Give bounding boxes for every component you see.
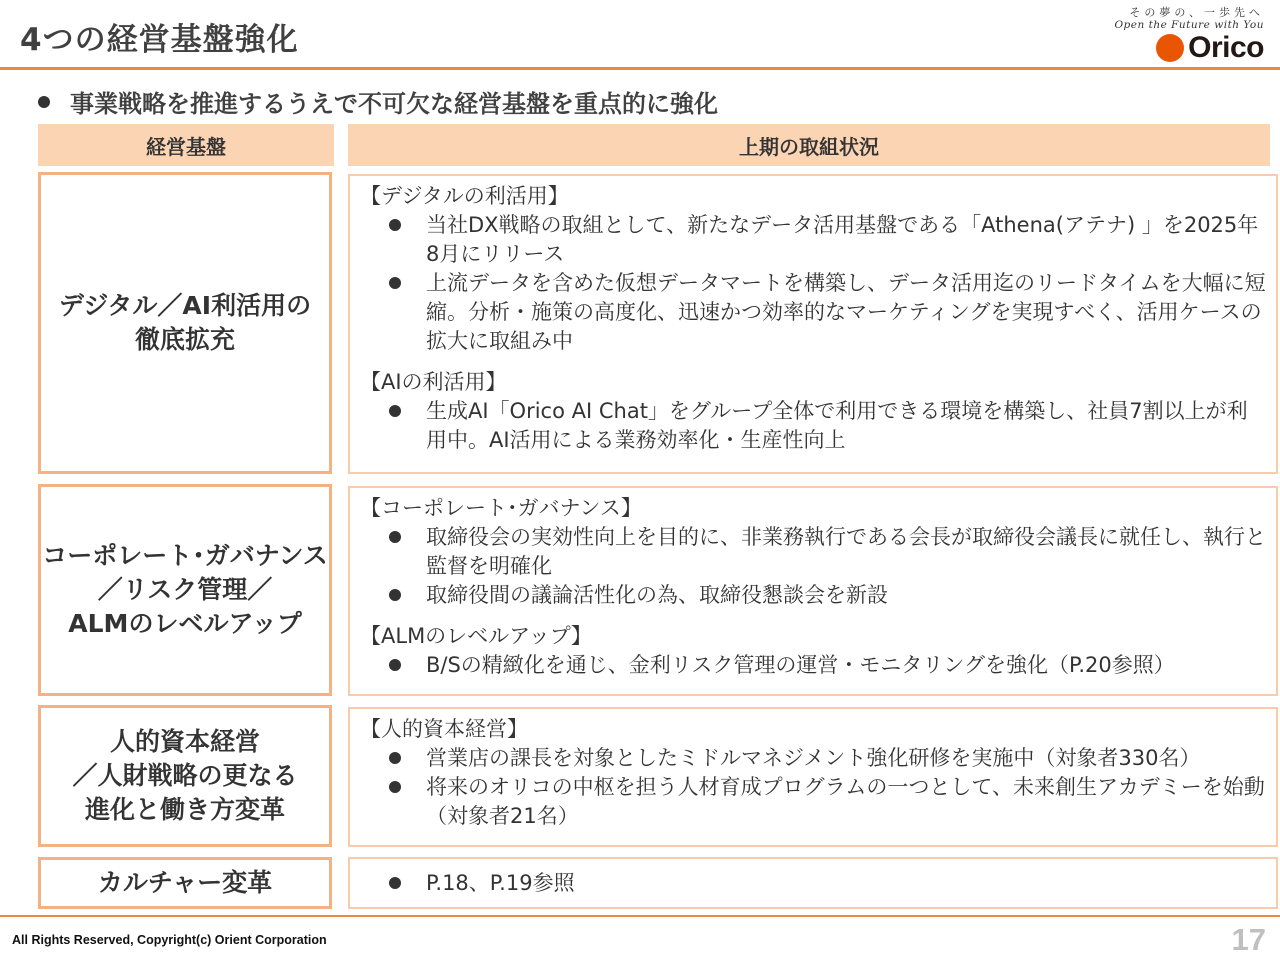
brand-block (1064, 2, 1264, 66)
section-title: 【ALMのレベルアップ】 (360, 624, 592, 648)
label-line: カルチャー変革 (97, 868, 273, 897)
section-title: 【デジタルの利活用】 (360, 184, 569, 208)
logo-text: Orico (1188, 31, 1264, 64)
list-item: 上流データを含めた仮想データマートを構築し、データ活用迄のリードタイムを大幅に短縮。分析・施策の高度化、迅速かつ効率的なマーケティングを実現すべく、活用ケースの拡大に取組み中 (426, 269, 1266, 356)
list-item: P.18、P.19参照 (426, 869, 1266, 898)
section-title: 【人的資本経営】 (360, 717, 528, 741)
page-title: 4つの経営基盤強化 (20, 22, 299, 58)
label-line: 進化と働き方変革 (84, 795, 285, 824)
bullet-list (360, 869, 1266, 898)
bullet-list (360, 523, 1266, 610)
header-divider (0, 67, 1280, 70)
foundation-label-digital-ai (38, 172, 332, 474)
list-item: 取締役間の議論活性化の為、取締役懇談会を新設 (426, 581, 1266, 610)
list-item: 生成AI「Orico AI Chat」をグループ全体で利用できる環境を構築し、社員7割以上が利用中。AI活用による業務効率化・生産性向上 (426, 397, 1266, 455)
foundation-label-governance (38, 484, 332, 696)
foundation-label-human-capital (38, 705, 332, 847)
bullet-icon (38, 96, 50, 108)
label-line: 徹底拡充 (134, 325, 235, 354)
bullet-list (360, 397, 1266, 455)
label-line: ALMのレベルアップ (68, 609, 302, 638)
footer-divider (0, 915, 1280, 917)
column-header-foundation: 経営基盤 (38, 124, 334, 166)
list-item: B/Sの精緻化を通じ、金利リスク管理の運営・モニタリングを強化（P.20参照） (426, 651, 1266, 680)
label-line: 人的資本経営 (109, 727, 260, 756)
status-box-culture (348, 857, 1278, 909)
label-line: ／リスク管理／ (97, 575, 273, 604)
label-line: デジタル／AI利活用の (58, 291, 312, 320)
logo-circle-icon (1156, 34, 1184, 62)
page-number: 17 (1231, 922, 1266, 957)
tagline-ja: その夢の、一歩先へ (1129, 6, 1264, 19)
status-box-human-capital (348, 707, 1278, 847)
subtitle (38, 84, 718, 119)
column-header-status: 上期の取組状況 (348, 124, 1270, 166)
bullet-list (360, 651, 1266, 680)
foundation-label-culture (38, 857, 332, 909)
list-item: 営業店の課長を対象としたミドルマネジメント強化研修を実施中（対象者330名） (426, 744, 1266, 773)
label-line: コーポレート･ガバナンス (42, 541, 328, 570)
label-line: ／人財戦略の更なる (72, 761, 298, 790)
bullet-list (360, 744, 1266, 831)
orico-logo (1156, 33, 1264, 63)
tagline-en: Open the Future with You (1114, 19, 1264, 31)
bullet-list (360, 211, 1266, 356)
status-box-governance (348, 486, 1278, 696)
subtitle-text: 事業戦略を推進するうえで不可欠な経営基盤を重点的に強化 (70, 90, 718, 118)
section-title: 【コーポレート･ガバナンス】 (360, 496, 642, 520)
list-item: 取締役会の実効性向上を目的に、非業務執行である会長が取締役会議長に就任し、執行と監督を明確化 (426, 523, 1266, 581)
section-title: 【AIの利活用】 (360, 370, 507, 394)
list-item: 当社DX戦略の取組として、新たなデータ活用基盤である「Athena(アテナ) 」を2025年8月にリリース (426, 211, 1266, 269)
list-item: 将来のオリコの中枢を担う人材育成プログラムの一つとして、未来創生アカデミーを始動（対象者21名） (426, 773, 1266, 831)
status-box-digital-ai (348, 174, 1278, 474)
copyright: All Rights Reserved, Copyright(c) Orient Corporation (12, 933, 327, 947)
